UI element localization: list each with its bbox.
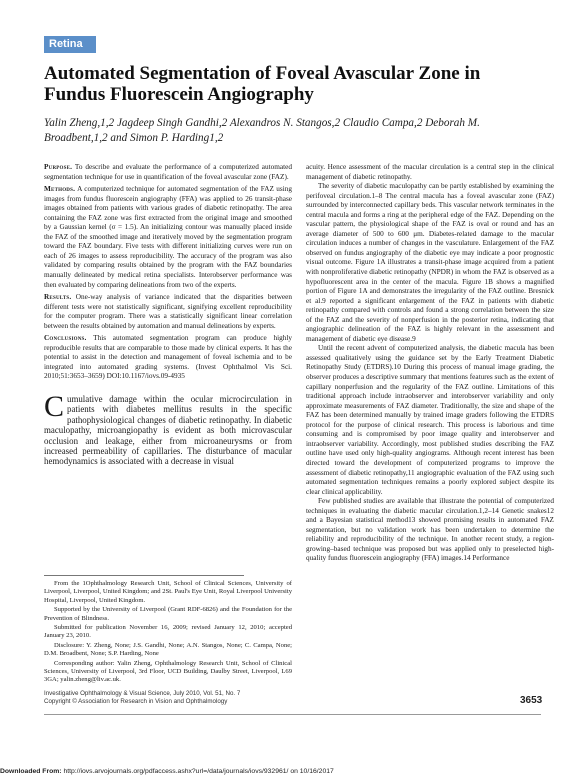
download-label: Downloaded From: <box>0 768 62 775</box>
body-paragraph: acuity. Hence assessment of the macular circulation is a central step in the clinical management of diabetic retinopathy. <box>306 163 554 181</box>
download-url[interactable]: http://iovs.arvojournals.org/pdfaccess.ashx?url=/data/journals/iovs/932961/ on 10/16/2017 <box>61 768 334 775</box>
footnote-dates: Submitted for publication November 16, 2009; revised January 12, 2010; accepted January 23, 2010. <box>44 624 292 640</box>
journal-citation: Investigative Ophthalmology & Visual Science, July 2010, Vol. 51, No. 7 <box>44 690 241 697</box>
drop-cap: C <box>44 390 65 424</box>
copyright-line: Copyright © Association for Research in Vision and Ophthalmology <box>44 698 228 705</box>
abstract-heading: Purpose. <box>44 163 73 171</box>
bottom-divider <box>44 714 541 715</box>
right-column <box>306 163 554 564</box>
abstract-purpose <box>44 163 292 182</box>
abstract-heading: Conclusions. <box>44 334 87 343</box>
abstract-heading: Methods. <box>44 185 76 194</box>
section-tag: Retina <box>44 36 96 53</box>
body-paragraph: Few published studies are available that illustrate the potential of computerized techniques in evaluating the diabetic macular circulation.1,2–14 Genetic snakes12 and a Bayesian statistical method13 showed promising results in automated FAZ segmentation, but no validation work has been undertaken to determine the reliability and reproducibility of the technique. In another recent study, a region-growing–based technique was proposed but was applied only to preselected high-quality fundus fluorescein angiography (FFA) images.14 Performance <box>306 497 554 563</box>
intro-paragraph <box>44 390 292 467</box>
abstract-methods <box>44 185 292 290</box>
abstract-text: One-way analysis of variance indicated that the disparities between different tests were not statistically significant, signifying excellent reproducibility for the computer program. There was a statistically significant linear correlation between the results obtained by automation and manual delineations by experts. <box>44 293 292 330</box>
download-footer <box>0 768 585 775</box>
footnote-support: Supported by the University of Liverpool (Grant RDF-6826) and the Foundation for the Prevention of Blindness. <box>44 606 292 622</box>
left-column <box>44 163 292 467</box>
footnote-affiliation: From the 1Ophthalmology Research Unit, School of Clinical Sciences, University of Liverpool, Liverpool, United Kingdom; and 2St. Paul's Eye Unit, Royal Liverpool University Hospital, Liverpool, United Kingdom. <box>44 580 292 604</box>
footnotes <box>44 580 292 686</box>
intro-text: umulative damage within the ocular microcirculation in patients with diabetes mellitus results in the specific pathophysiological changes of diabetic retinopathy. In diabetic maculopathy, microangiopathy is evident as both microvascular occlusion and leakage, either from microaneurysms or from increased permeability of capillaries. The disturbance of macular hemodynamics is associated with a decrease in visual <box>44 394 292 467</box>
footnote-corresponding: Corresponding author: Yalin Zheng, Ophthalmology Research Unit, School of Clinical Sciences, University of Liverpool, 3rd Floor, UCD Building, Daulby Street, Liverpool, L69 3GA; yalin.zheng@liv.ac.uk. <box>44 659 292 684</box>
abstract-text: A computerized technique for automated segmentation of the FAZ using images from fundus fluorescein angiography (FFA) was applied to 26 transit-phase images obtained from patients with various grades of diabetic retinopathy. The area containing the FAZ zone was first extracted from the original image and smoothed by a Gaussian kernel (σ = 1.5). An initializing contour was manually placed inside the FAZ of the smoothed image and iteratively moved by the segmentation program toward the FAZ boundary. Five tests with different initializing curves were run on each of 26 images to assess reproducibility. The accuracy of the program was also validated by comparing results obtained by the program with the FAZ boundaries manually delineated by medical retina specialists. Interobserver performance was then evaluated by comparing delineations from two of the experts. <box>44 185 292 289</box>
article-title: Automated Segmentation of Foveal Avascular Zone in Fundus Fluorescein Angiography <box>44 63 481 105</box>
abstract-text: This automated segmentation program can produce highly reproducible results that are comparable to those made by clinical experts. It has the potential to assist in the detection and management of foveal ischemia and to be integrated into automated grading systems. (Invest Ophthalmol Vis Sci. 2010;51:3653–3659) DOI:10.1167/iovs.09-4935 <box>44 334 292 381</box>
abstract-heading: Results. <box>44 293 72 302</box>
abstract <box>44 163 292 382</box>
author-list: Yalin Zheng,1,2 Jagdeep Singh Gandhi,2 Alexandros N. Stangos,2 Claudio Campa,2 Deborah M. Broadbent,1,2 and Simon P. Harding1,2 <box>44 117 480 144</box>
footnote-rule <box>44 575 244 576</box>
abstract-text: To describe and evaluate the performance of a computerized automated segmentation technique for use in quantification of the foveal avascular zone (FAZ). <box>44 163 292 181</box>
journal-info <box>44 690 344 706</box>
abstract-conclusions <box>44 334 292 382</box>
page-number: 3653 <box>520 695 543 706</box>
footnote-disclosure: Disclosure: Y. Zheng, None; J.S. Gandhi, None; A.N. Stangos, None; C. Campa, None; D.M. Broadbent, None; S.P. Harding, None <box>44 641 292 658</box>
body-paragraph: Until the recent advent of computerized analysis, the diabetic macula has been assessed qualitatively using the guidance set by the Early Treatment Diabetic Retinopathy Study (ETDRS).10 During this process of manual image grading, the observer produces a descriptive summary that mentions features such as the extent of capillary nonperfusion and the regularity of the FAZ outline. Limitations of this traditional approach include intraobserver and interobserver variability and only approximate measurements of FAZ diameter. Traditionally, the size and shape of the FAZ has been determined manually by trained image graders following the ETDRS protocol for the purpose of clinical research. This process is laborious and time consuming and is compromised by poor image quality and interobserver and intraobserver variability. Accordingly, most published studies describing the FAZ outline have used only high-quality angiograms. Although recent interest has been directed toward the development of computerized programs to improve the assessment of diabetic retinopathy,11 angiographic evaluation of the FAZ using such automated segmentation techniques remains a poorly explored subject despite its clear clinical applicability. <box>306 344 554 496</box>
body-paragraph: The severity of diabetic maculopathy can be partly established by examining the perifoveal circulation.1–8 The central macula has a foveal avascular zone (FAZ) surrounded by interconnected capillary beds. This vascular network terminates in the central macula and forms a ring at the peripheral edge of the FAZ. Depending on the vascular pattern, the physiological shape of the FAZ is oval or round and has an average diameter of 500 to 600 μm. Diabetes-related damage to the macular circulation induces a number of changes in the vasculature. Enlargement of the FAZ observed on fundus angiography of the diabetic eye may indicate a poor prognostic visual outcome. Figure 1A illustrates a transit-phase image acquired from a patient with nonproliferative diabetic retinopathy (NPDR) in whom the FAZ is observed as a hypofluorescent area in the center of the macula. Figure 1B shows a magnified portion of Figure 1A and demonstrates the irregularity of the FAZ outline. Bresnick et al.9 reported a significant enlargement of the FAZ in patients with diabetic retinopathy compared with controls and found a strong correlation between the size of the FAZ and the severity of nonperfusion in the posterior retina, indicating that angiographic delineation of the FAZ is highly relevant in the assessment and management of diabetic eye disease.9 <box>306 182 554 343</box>
abstract-results <box>44 293 292 331</box>
